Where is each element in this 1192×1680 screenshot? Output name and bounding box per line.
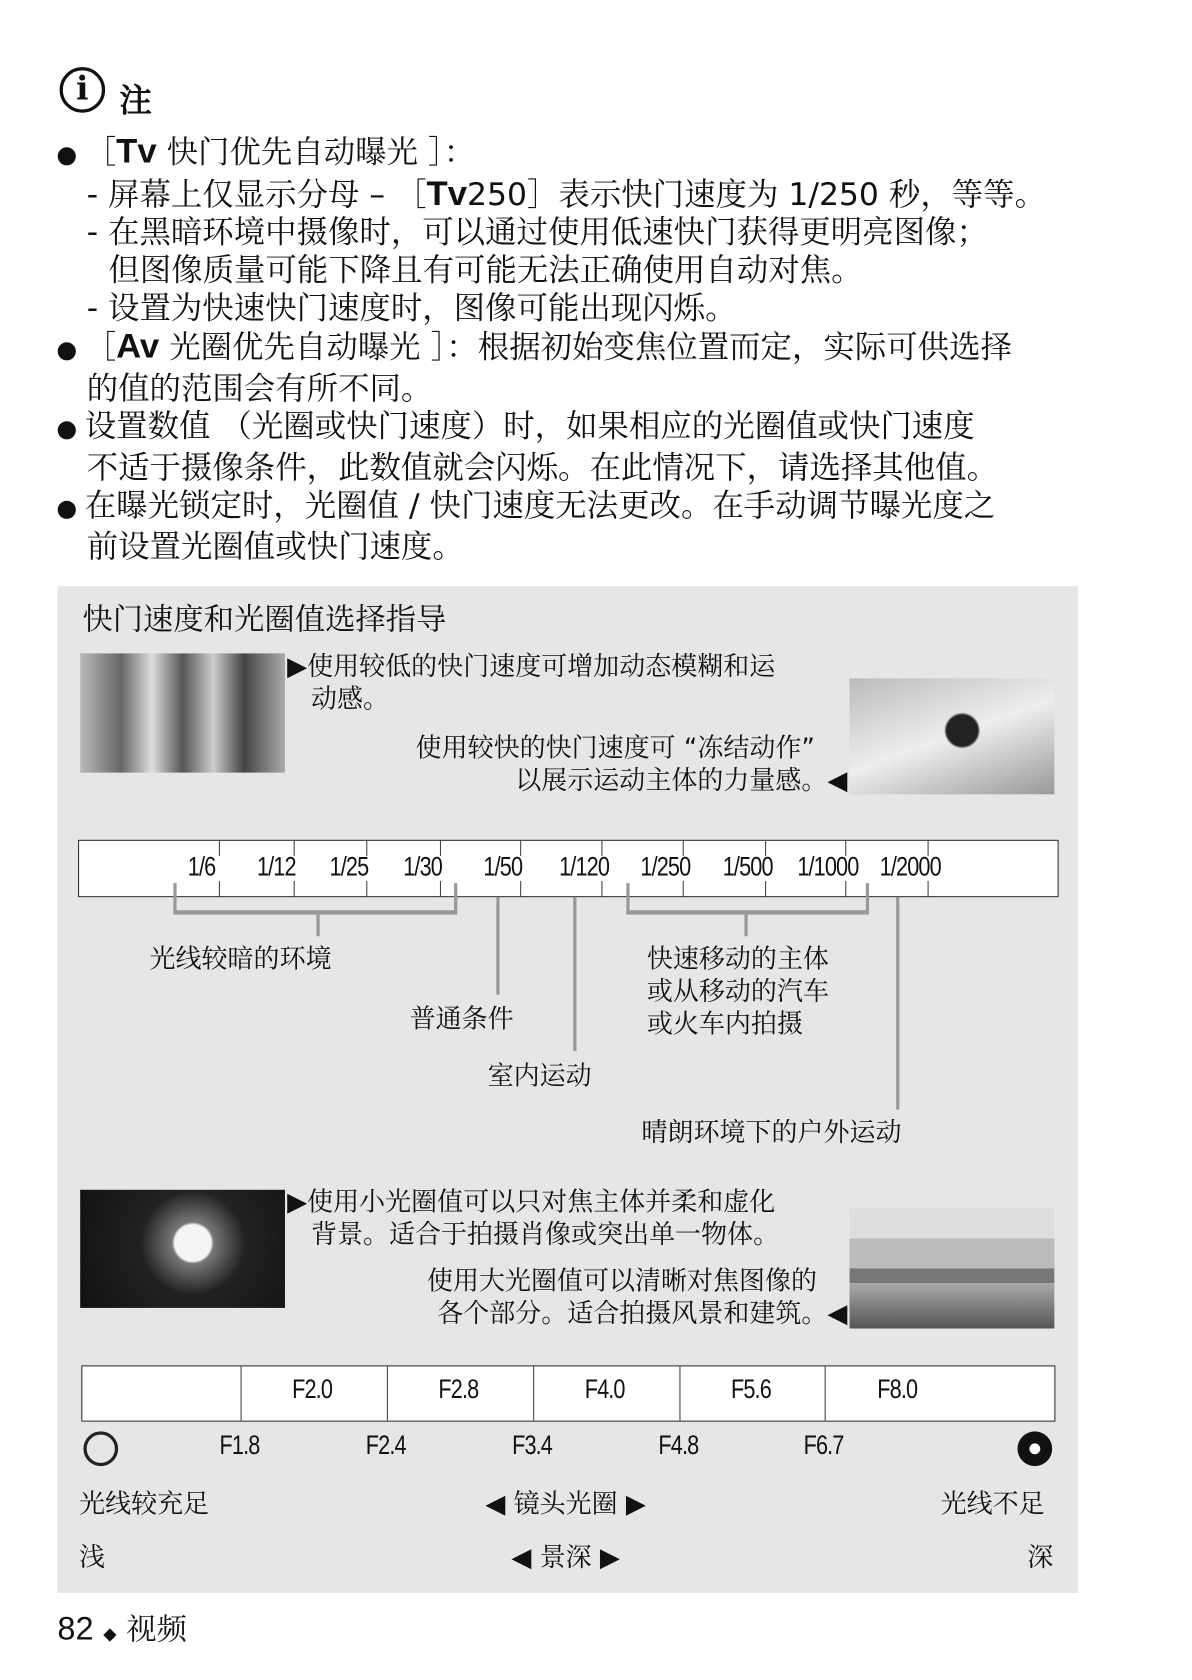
shutter-tick	[219, 881, 220, 896]
info-icon: i	[60, 67, 106, 113]
shutter-tick	[294, 881, 295, 896]
palace-photo	[850, 1208, 1055, 1328]
shutter-tick	[601, 881, 602, 896]
bracket-end	[626, 883, 629, 913]
sunny-label: 晴朗环境下的户外运动	[641, 1117, 902, 1148]
bullet-av: ● ［Av 光圈优先自动曝光 ］：根据初始变焦位置而定，实际可供选择	[56, 326, 1012, 366]
runners-photo	[80, 653, 285, 772]
shutter-speed-label: 1/6	[187, 851, 216, 883]
shutter-speed-label: 1/2000	[879, 851, 941, 883]
aperture-bottom-label: F6.7	[803, 1430, 844, 1461]
bullet-cont: 的值的范围会有所不同。	[86, 369, 433, 407]
snowboarder-photo	[850, 678, 1055, 794]
aperture-tick	[387, 1366, 388, 1420]
sub-item-cont: 但图像质量可能下降且有可能无法正确使用自动对焦。	[108, 251, 863, 289]
sub-item: - 屏幕上仅显示分母 – ［Tv250］表示快门速度为 1/250 秒，等等。	[86, 173, 1047, 213]
aperture-tick	[241, 1366, 242, 1420]
page-number: 82	[57, 1611, 94, 1648]
normal-leader	[496, 897, 499, 995]
slow-shutter-caption: ▶使用较低的快门速度可增加动态模糊和运 动感。	[287, 651, 776, 715]
shutter-speed-label: 1/250	[640, 851, 691, 883]
low-light-label: 光线不足	[940, 1488, 1045, 1520]
section-name: 视频	[126, 1611, 187, 1648]
bullet-settings: ● 设置数值 （光圈或快门速度）时，如果相应的光圈值或快门速度	[56, 407, 975, 445]
large-aperture-caption: 使用大光圈值可以清晰对焦图像的 各个部分。适合拍摄风景和建筑。◀	[426, 1265, 848, 1329]
shutter-speed-label: 1/30	[403, 851, 442, 883]
shutter-tick	[440, 881, 441, 896]
bracket-end	[866, 883, 869, 913]
dark-circle-icon	[1018, 1431, 1053, 1466]
shutter-tick	[366, 881, 367, 896]
bright-light-label: 光线较充足	[79, 1488, 210, 1520]
deep-label: 深	[1027, 1541, 1054, 1573]
shutter-speed-label: 1/25	[329, 851, 369, 883]
shutter-speed-label: 1/500	[722, 851, 773, 883]
bullet-lock: ● 在曝光锁定时，光圈值 / 快门速度无法更改。在手动调节曝光度之	[56, 486, 996, 524]
bracket-end	[173, 883, 176, 913]
footer	[57, 1606, 187, 1649]
shutter-speed-label: 1/120	[559, 851, 610, 883]
shutter-tick	[928, 881, 929, 896]
bullet-cont: 前设置光圈值或快门速度。	[86, 527, 464, 565]
normal-label: 普通条件	[409, 1003, 514, 1034]
note-list	[56, 132, 1046, 565]
bracket-stem	[744, 912, 747, 936]
aperture-tick	[825, 1366, 826, 1420]
small-aperture-caption: ▶使用小光圈值可以只对焦主体并柔和虚化 背景。适合于拍摄肖像或突出单一物体。	[287, 1186, 780, 1250]
shallow-label: 浅	[79, 1541, 106, 1573]
guide-title: 快门速度和光圈值选择指导	[82, 601, 447, 638]
aperture-top-label: F2.8	[438, 1374, 479, 1405]
bracket-stem	[316, 912, 319, 936]
shutter-speed-label: 1/1000	[797, 851, 859, 883]
aperture-top-label: F2.0	[292, 1374, 333, 1405]
shutter-tick	[765, 881, 766, 896]
aperture-bottom-label: F1.8	[219, 1430, 260, 1461]
dark-label: 光线较暗的环境	[149, 943, 332, 975]
aperture-tick	[533, 1366, 534, 1420]
bright-circle-icon	[83, 1431, 118, 1466]
lens-aperture-label: ◀ 镜头光圈 ▶	[485, 1488, 646, 1520]
sunny-leader	[896, 897, 899, 1109]
fast-shutter-caption: 使用较快的快门速度可 “冻结动作” 以展示运动主体的力量感。◀	[415, 732, 848, 796]
indoor-leader	[573, 897, 576, 1051]
aperture-top-label: F5.6	[730, 1374, 771, 1405]
shutter-speed-label: 1/50	[483, 851, 523, 883]
sub-item: - 在黑暗环境中摄像时，可以通过使用低速快门获得更明亮图像；	[86, 213, 988, 251]
flower-photo	[80, 1190, 285, 1308]
note-title: 注	[119, 82, 152, 121]
aperture-top-label: F4.0	[584, 1374, 625, 1405]
aperture-bottom-label: F3.4	[512, 1430, 552, 1461]
shutter-speed-label: 1/12	[256, 851, 296, 883]
bracket-end	[454, 883, 457, 913]
dark-bracket	[173, 910, 457, 914]
shutter-tick	[683, 881, 684, 896]
aperture-top-label: F8.0	[877, 1374, 918, 1405]
diamond-icon: ◆	[103, 1623, 117, 1644]
aperture-tick	[679, 1366, 680, 1420]
indoor-label: 室内运动	[487, 1060, 592, 1092]
shutter-tick	[845, 881, 846, 896]
bullet-tv: ● ［Tv 快门优先自动曝光 ］：	[56, 131, 476, 171]
depth-of-field-label: ◀ 景深 ▶	[511, 1541, 620, 1573]
aperture-bottom-label: F4.8	[658, 1430, 699, 1461]
shutter-tick	[219, 841, 220, 856]
sub-item: - 设置为快速快门速度时，图像可能出现闪烁。	[86, 289, 737, 327]
bullet-cont: 不适于摄像条件，此数值就会闪烁。在此情况下，请选择其他值。	[86, 448, 999, 486]
aperture-bottom-label: F2.4	[365, 1430, 406, 1461]
shutter-tick	[520, 881, 521, 896]
fast-label: 快速移动的主体 或从移动的汽车 或火车内拍摄	[646, 943, 829, 1040]
